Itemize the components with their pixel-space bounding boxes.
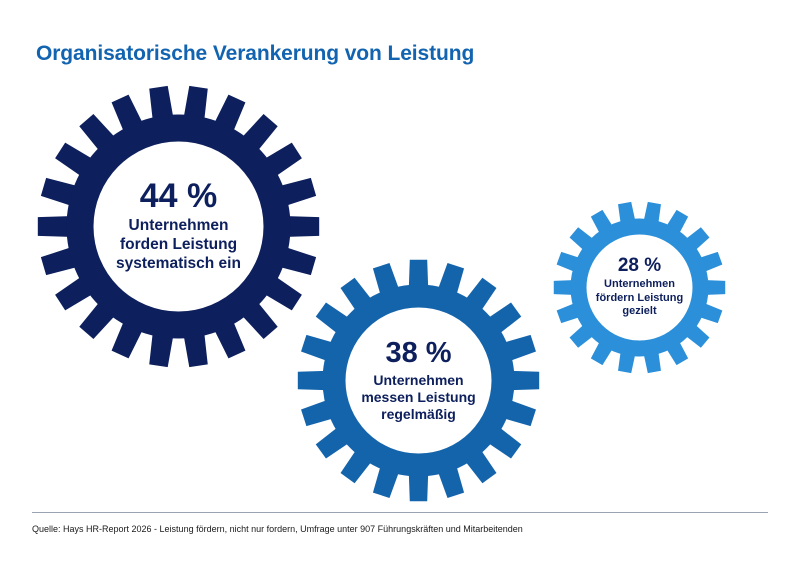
- gear-shape-1: [36, 84, 321, 369]
- page-title: Organisatorische Verankerung von Leistung: [36, 42, 475, 65]
- gear-desc-1-line2: forden Leistung: [119, 236, 238, 254]
- gear-chart-item-1: [36, 84, 321, 369]
- source-note: Quelle: Hays HR-Report 2026 - Leistung fördern, nicht nur fordern, Umfrage unter 907 Führungskräften und Mitarbeitenden: [32, 524, 523, 534]
- gear-chart-item-3: [552, 200, 727, 375]
- gear-desc-3-line1: Unternehmen: [604, 278, 675, 291]
- source-divider: [32, 512, 768, 513]
- gear-desc-3-line3: gezielt: [622, 305, 657, 318]
- gear-percent-3: 28 %: [617, 255, 662, 277]
- gear-shape-3: [552, 200, 727, 375]
- gear-desc-2-line3: regelmäßig: [381, 405, 456, 422]
- gear-desc-3-line2: fördern Leistung: [595, 291, 684, 304]
- gear-shape-2: [296, 258, 541, 503]
- gear-percent-2: 38 %: [385, 337, 452, 370]
- gear-desc-2-line2: messen Leistung: [361, 388, 476, 405]
- gear-percent-1: 44 %: [139, 176, 218, 215]
- gear-chart-item-2: [296, 258, 541, 503]
- gear-desc-1-line3: systematisch ein: [116, 255, 241, 273]
- gear-desc-2-line1: Unternehmen: [373, 371, 464, 388]
- gear-desc-1-line1: Unternehmen: [128, 217, 229, 235]
